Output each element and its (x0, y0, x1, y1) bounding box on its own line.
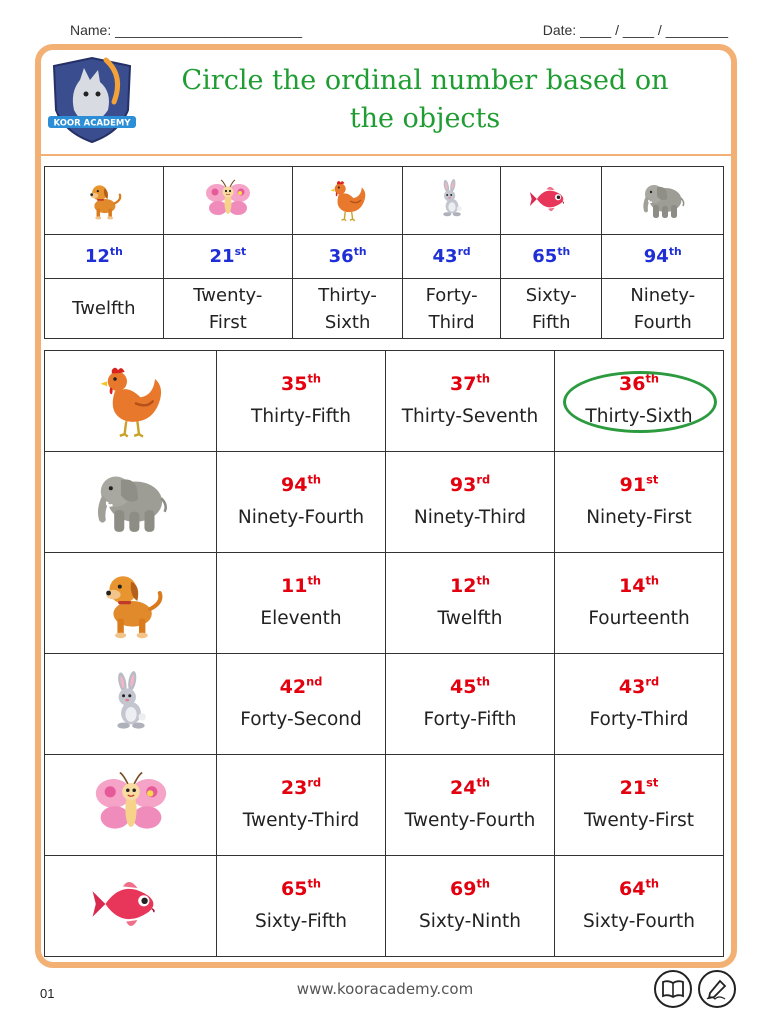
animal-cell (45, 452, 217, 553)
option-word: Twenty-Third (242, 810, 360, 831)
answer-circle (563, 371, 717, 433)
answer-option-circled[interactable] (555, 351, 724, 452)
option-number: 45th (449, 674, 490, 698)
option-number: 69th (449, 876, 490, 900)
exercise-row (45, 654, 724, 755)
option-word: Ninety-Fourth (237, 507, 365, 528)
option-number: 24th (449, 775, 490, 799)
reference-word: Twenty- First (193, 284, 263, 333)
dog-icon (82, 177, 126, 221)
answer-option[interactable] (555, 553, 724, 654)
hen-icon (91, 351, 171, 447)
butterfly-icon (89, 763, 173, 843)
option-word: Forty-Fifth (423, 709, 517, 730)
reference-number: 36th (328, 245, 367, 267)
option-number: 37th (449, 371, 490, 395)
option-word: Sixty-Fourth (583, 911, 695, 932)
title-line-2: the objects (349, 103, 501, 134)
koor-academy-logo (44, 52, 140, 148)
reference-number: 65th (532, 245, 571, 267)
reference-word: Twelfth (72, 298, 136, 319)
option-word: Ninety-Third (413, 507, 527, 528)
butterfly-icon (197, 174, 259, 224)
answer-option[interactable] (555, 654, 724, 755)
animal-cell (45, 654, 217, 755)
elephant-icon (635, 174, 691, 224)
reference-cell (602, 167, 724, 235)
page-number: 01 (40, 986, 55, 1001)
option-word: Sixty-Ninth (418, 911, 522, 932)
answer-option[interactable] (386, 553, 555, 654)
animal-cell (45, 351, 217, 452)
reference-word: Ninety- Fourth (630, 284, 696, 333)
option-number: 35th (280, 371, 321, 395)
reference-word-row (45, 279, 724, 339)
rabbit-icon (432, 171, 472, 227)
option-number: 65th (280, 876, 321, 900)
answer-option[interactable] (217, 452, 386, 553)
answer-option[interactable] (555, 755, 724, 856)
reference-word: Thirty- Sixth (318, 284, 377, 333)
option-word: Forty-Second (240, 709, 362, 730)
option-number: 64th (618, 876, 659, 900)
reference-number: 94th (643, 245, 682, 267)
reference-cell (45, 167, 164, 235)
fish-icon (81, 864, 181, 944)
exercise-table (44, 350, 724, 957)
hen-icon (325, 172, 371, 226)
answer-option[interactable] (555, 856, 724, 957)
option-word: Eleventh (260, 608, 342, 629)
option-word: Thirty-Sixth (585, 406, 693, 427)
animal-cell (45, 755, 217, 856)
reference-word: Forty- Third (425, 284, 478, 333)
reference-cell (293, 167, 403, 235)
top-info-line (70, 22, 728, 42)
option-number: 93rd (449, 472, 491, 496)
option-number: 43rd (618, 674, 660, 698)
reference-number: 12th (84, 245, 123, 267)
answer-option[interactable] (386, 755, 555, 856)
reference-word: Sixty- Fifth (525, 284, 577, 333)
answer-option[interactable] (386, 452, 555, 553)
option-word: Fourteenth (588, 608, 690, 629)
answer-option[interactable] (217, 553, 386, 654)
option-number: 36th (618, 371, 659, 395)
website-url[interactable]: www.kooracademy.com (296, 980, 474, 998)
answer-option[interactable] (217, 755, 386, 856)
worksheet-title (150, 62, 700, 138)
elephant-icon (83, 458, 179, 542)
answer-option[interactable] (217, 856, 386, 957)
option-word: Ninety-First (586, 507, 692, 528)
option-number: 11th (280, 573, 321, 597)
reference-number-row (45, 235, 724, 279)
reference-cell (403, 167, 501, 235)
answer-option[interactable] (386, 654, 555, 755)
option-number: 14th (618, 573, 659, 597)
exercise-row (45, 755, 724, 856)
pencil-writing-icon (698, 970, 736, 1008)
header-divider (41, 154, 731, 156)
answer-option[interactable] (386, 351, 555, 452)
exercise-row (45, 452, 724, 553)
exercise-row (45, 351, 724, 452)
title-line-1: Circle the ordinal number based on (181, 65, 669, 96)
exercise-row (45, 856, 724, 957)
animal-cell (45, 553, 217, 654)
option-word: Thirty-Seventh (401, 406, 539, 427)
reference-number: 43rd (432, 245, 471, 267)
option-word: Twenty-Fourth (404, 810, 536, 831)
option-number: 12th (449, 573, 490, 597)
book-icon (654, 970, 692, 1008)
logo-text: KOOR ACADEMY (53, 118, 131, 129)
option-word: Twenty-First (584, 810, 694, 831)
rabbit-icon (100, 657, 162, 747)
option-word: Sixty-Fifth (255, 911, 347, 932)
exercise-row (45, 553, 724, 654)
dog-icon (91, 559, 171, 643)
option-word: Twelfth (437, 608, 503, 629)
option-number: 21st (619, 775, 659, 799)
answer-option[interactable] (555, 452, 724, 553)
footer-icons (654, 970, 736, 1008)
option-number: 42nd (279, 674, 323, 698)
fish-icon (524, 177, 578, 221)
reference-cell (163, 167, 292, 235)
reference-picture-row (45, 167, 724, 235)
animal-cell (45, 856, 217, 957)
reference-number: 21st (209, 245, 247, 267)
answer-option[interactable] (217, 351, 386, 452)
reference-table (44, 166, 724, 339)
option-number: 94th (280, 472, 321, 496)
date-field-label[interactable]: Date: ____ / ____ / ________ (542, 22, 728, 38)
option-number: 23rd (280, 775, 322, 799)
name-field-label[interactable]: Name: ________________________ (70, 22, 302, 38)
option-word: Thirty-Fifth (251, 406, 351, 427)
reference-cell (500, 167, 601, 235)
option-number: 91st (619, 472, 659, 496)
option-word: Forty-Third (589, 709, 689, 730)
answer-option[interactable] (386, 856, 555, 957)
answer-option[interactable] (217, 654, 386, 755)
